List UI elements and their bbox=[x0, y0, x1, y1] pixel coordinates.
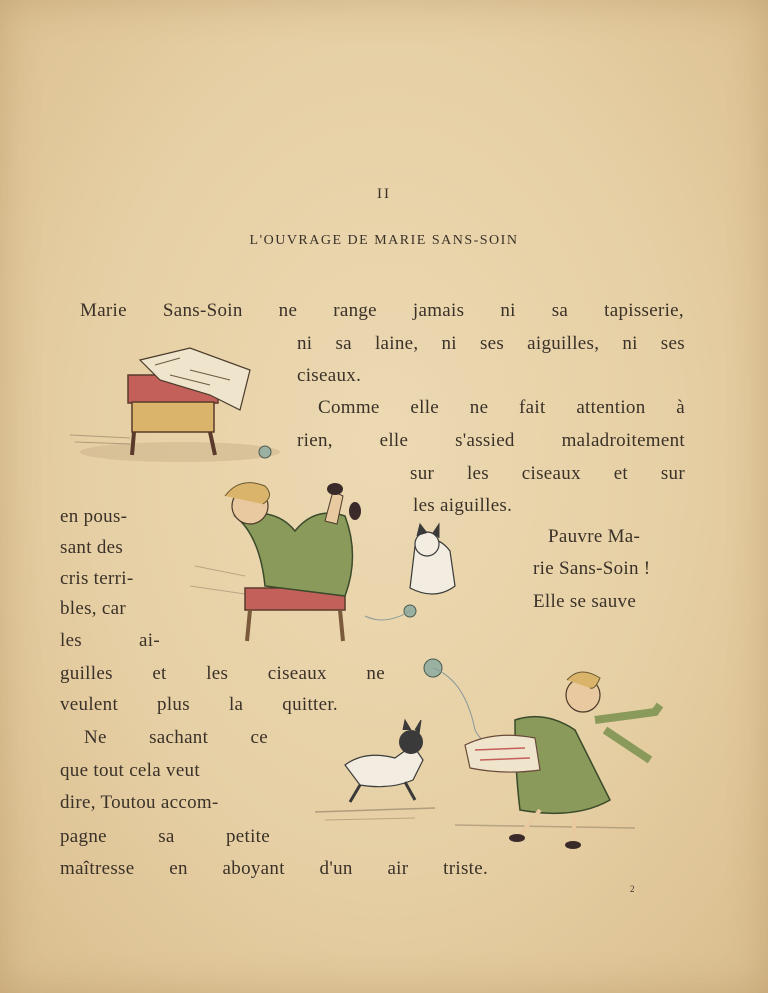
word: air bbox=[387, 858, 409, 879]
body-line-9 bbox=[60, 694, 338, 716]
word: rien, bbox=[297, 430, 333, 451]
word: aboyant bbox=[222, 858, 285, 879]
word: ni bbox=[441, 333, 457, 354]
word: ses bbox=[479, 333, 505, 354]
right-line-2: rie Sans-Soin ! bbox=[533, 558, 651, 579]
word: ciseaux bbox=[267, 663, 327, 684]
body-line-3: ciseaux. bbox=[297, 365, 362, 386]
word: la bbox=[228, 694, 244, 715]
body-line-4 bbox=[318, 397, 685, 419]
word: Comme bbox=[318, 397, 380, 418]
word: et bbox=[613, 463, 629, 484]
word: veulent bbox=[60, 694, 119, 715]
word: quitter. bbox=[282, 694, 338, 715]
word: sur bbox=[410, 463, 435, 484]
word: triste. bbox=[443, 858, 488, 879]
word: elle bbox=[410, 397, 440, 418]
word: d'un bbox=[319, 858, 353, 879]
word: maîtresse bbox=[60, 858, 135, 879]
word: sur bbox=[660, 463, 685, 484]
word: sa bbox=[158, 826, 175, 847]
word: ce bbox=[250, 727, 268, 748]
word: ne bbox=[469, 397, 489, 418]
body-line-13 bbox=[60, 826, 270, 848]
body-line-7: les aiguilles. bbox=[413, 495, 513, 516]
right-line-3: Elle se sauve bbox=[533, 591, 637, 612]
body-line-14 bbox=[60, 858, 488, 880]
right-line-1: Pauvre Ma- bbox=[548, 526, 641, 547]
body-line-5 bbox=[297, 430, 685, 452]
word: sachant bbox=[149, 727, 209, 748]
word: ciseaux bbox=[521, 463, 581, 484]
girl-on-chair-with-cat-illustration bbox=[165, 476, 490, 646]
word: fait bbox=[519, 397, 546, 418]
word: plus bbox=[157, 694, 190, 715]
body-line-2 bbox=[297, 333, 685, 355]
left-line-1: en pous- bbox=[60, 506, 128, 527]
word: Ne bbox=[84, 727, 107, 748]
word: les bbox=[60, 630, 83, 651]
word: petite bbox=[225, 826, 270, 847]
girl-running-with-dog-illustration bbox=[305, 650, 675, 860]
word: sa bbox=[551, 300, 569, 321]
word: pagne bbox=[60, 826, 107, 847]
word: attention bbox=[576, 397, 646, 418]
word: ses bbox=[660, 333, 685, 354]
word: tapisserie, bbox=[604, 300, 684, 321]
body-line-11: que tout cela veut bbox=[60, 760, 200, 781]
word: ne bbox=[278, 300, 298, 321]
word: ai- bbox=[139, 630, 160, 651]
word: sa bbox=[335, 333, 352, 354]
word: à bbox=[676, 397, 685, 418]
chapter-number: II bbox=[377, 186, 391, 202]
word: les bbox=[206, 663, 229, 684]
word: maladroitement bbox=[561, 430, 685, 451]
word: range bbox=[333, 300, 377, 321]
chapter-title: L'OUVRAGE DE MARIE SANS-SOIN bbox=[249, 233, 519, 248]
body-line-10 bbox=[84, 727, 268, 749]
left-line-4: bles, car bbox=[60, 598, 126, 619]
word: ne bbox=[366, 663, 385, 684]
folio: 2 bbox=[630, 884, 635, 894]
word: et bbox=[152, 663, 167, 684]
chair-with-tapestry-illustration bbox=[60, 340, 290, 470]
body-line-1 bbox=[80, 300, 684, 322]
word: guilles bbox=[60, 663, 113, 684]
word: les bbox=[466, 463, 489, 484]
left-line-2: sant des bbox=[60, 537, 124, 558]
word: ni bbox=[622, 333, 638, 354]
word: elle bbox=[379, 430, 409, 451]
word: Marie bbox=[80, 300, 127, 321]
word: Sans-Soin bbox=[162, 300, 243, 321]
left-line-3: cris terri- bbox=[60, 568, 134, 589]
word: en bbox=[169, 858, 188, 879]
word: ni bbox=[297, 333, 313, 354]
body-line-12: dire, Toutou accom- bbox=[60, 792, 219, 813]
word: aiguilles, bbox=[527, 333, 600, 354]
word: s'assied bbox=[455, 430, 515, 451]
left-line-5 bbox=[60, 630, 160, 652]
word: jamais bbox=[412, 300, 465, 321]
word: laine, bbox=[374, 333, 419, 354]
word: ni bbox=[500, 300, 516, 321]
